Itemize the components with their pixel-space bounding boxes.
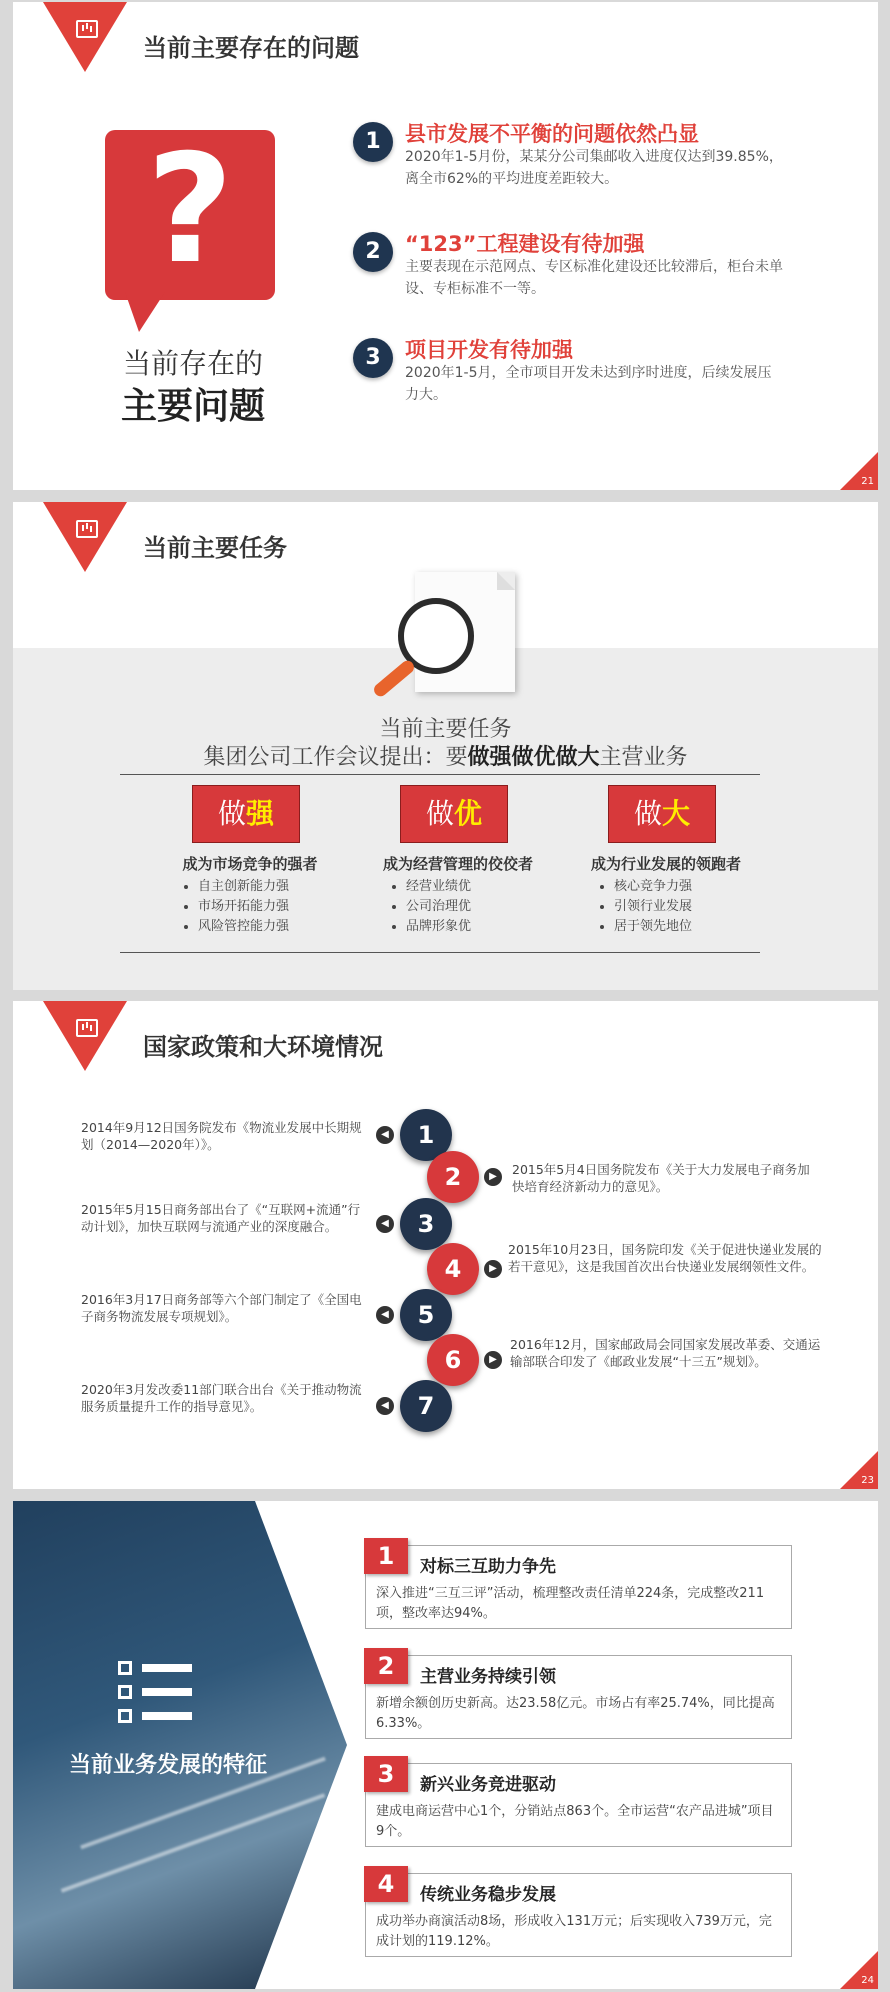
problem-desc: 主要表现在示范网点、专区标准化建设还比较滞后，柜台未单设、专柜标准不一等。 (405, 259, 783, 297)
question-mark-icon: ? (146, 123, 234, 297)
feature-card (365, 1760, 792, 1847)
list-item: • 引领行业发展 (614, 897, 692, 917)
feature-number: 1 (364, 1538, 408, 1574)
list-icon (118, 1661, 198, 1731)
problem-title: 项目开发有待加强 (405, 338, 573, 362)
box-prefix: 做 (633, 797, 662, 830)
slide-features (13, 1501, 878, 1989)
slide-title: 当前主要任务 (143, 534, 287, 562)
feature-desc: 成功举办商演活动8场，形成收入131万元；后实现收入739万元，完成计划的119.12%。 (376, 1914, 772, 1949)
list-item: • 经营业绩优 (406, 877, 471, 897)
list-item: • 市场开拓能力强 (198, 897, 289, 917)
divider-top (120, 774, 760, 775)
left-panel (13, 1501, 353, 1989)
task-statement (13, 740, 878, 771)
arrow-right-icon: ▶ (484, 1260, 502, 1278)
task-box (400, 785, 508, 843)
feature-card (365, 1652, 792, 1739)
problem-desc: 2020年1-5月，全市项目开发未达到序时进度，后续发展压力大。 (405, 365, 772, 403)
feature-card (365, 1870, 792, 1957)
box-prefix: 做 (425, 797, 454, 830)
task-subtitle: 当前主要任务 (379, 717, 512, 742)
column-title: 成为市场竞争的强者 (182, 855, 318, 873)
feature-title: 主营业务持续引领 (420, 1667, 556, 1687)
feature-title: 新兴业务竞进驱动 (420, 1775, 556, 1795)
column-list (598, 877, 692, 937)
feature-title: 传统业务稳步发展 (420, 1885, 556, 1905)
box-highlight: 大 (662, 797, 691, 830)
timeline-number: 2 (427, 1151, 479, 1203)
slide-title: 当前主要存在的问题 (143, 34, 359, 62)
feature-desc: 深入推进“三互三评”活动，梳理整改责任清单224条，完成整改211项，整改率达94%。 (376, 1586, 765, 1621)
timeline-number: 1 (400, 1109, 452, 1161)
arrow-left-icon: ◀ (376, 1306, 394, 1324)
problem-number: 3 (353, 338, 393, 378)
list-item: • 核心竞争力强 (614, 877, 692, 897)
timeline-text: 2016年3月17日商务部等六个部门制定了《全国电子商务物流发展专项规划》。 (81, 1292, 362, 1324)
feature-number: 4 (364, 1866, 408, 1902)
problem-number: 1 (353, 122, 393, 162)
problem-title: “123”工程建设有待加强 (405, 232, 645, 256)
timeline-number: 7 (400, 1380, 452, 1432)
statement-suffix: 主营业务 (599, 745, 688, 770)
list-item: • 自主创新能力强 (198, 877, 289, 897)
timeline-text: 2015年5月15日商务部出台了《“互联网+流通”行动计划》，加快互联网与流通产业的深度融合。 (81, 1202, 361, 1234)
panel-title: 当前业务发展的特征 (68, 1753, 267, 1778)
slide-title: 国家政策和大环境情况 (143, 1033, 383, 1061)
presentation-icon (76, 520, 98, 538)
box-highlight: 强 (246, 797, 275, 830)
timeline-text: 2016年12月，国家邮政局会同国家发展改革委、交通运输部联合印发了《邮政业发展“十三五”规划》。 (510, 1337, 821, 1369)
feature-desc: 建成电商运营中心1个，分销站点863个。全市运营“农产品进城”项目9个。 (376, 1804, 774, 1839)
list-item: • 居于领先地位 (614, 917, 692, 937)
timeline-text: 2014年9月12日国务院发布《物流业发展中长期规划（2014—2020年）》。 (81, 1120, 362, 1152)
feature-desc: 新增余额创历史新高。达23.58亿元。市场占有率25.74%，同比提高6.33%。 (376, 1696, 775, 1731)
slide-policy (13, 1001, 878, 1489)
box-prefix: 做 (217, 797, 246, 830)
page-number: 23 (861, 1475, 874, 1486)
task-box (608, 785, 716, 843)
column-title: 成为经营管理的佼佼者 (382, 855, 533, 873)
timeline-number: 6 (427, 1334, 479, 1386)
feature-card (365, 1542, 792, 1629)
presentation-icon (76, 1019, 98, 1037)
timeline-text: 2015年5月4日国务院发布《关于大力发展电子商务加快培育经济新动力的意见》。 (512, 1162, 810, 1194)
arrow-left-icon: ◀ (376, 1126, 394, 1144)
column-list (182, 877, 289, 937)
page-number: 21 (861, 476, 874, 487)
caption-line2: 主要问题 (120, 386, 265, 427)
list-item: • 风险管控能力强 (198, 917, 289, 937)
divider-bottom (120, 952, 760, 953)
statement-prefix: 集团公司工作会议提出：要 (203, 745, 468, 770)
arrow-right-icon: ▶ (484, 1168, 502, 1186)
problem-title: 县市发展不平衡的问题依然凸显 (405, 122, 699, 146)
page-number: 24 (861, 1975, 874, 1986)
list-item: • 公司治理优 (406, 897, 471, 917)
column-list (390, 877, 471, 937)
presentation-icon (76, 20, 98, 38)
feature-number: 2 (364, 1648, 408, 1684)
timeline-text: 2020年3月发改委11部门联合出台《关于推动物流服务质量提升工作的指导意见》。 (81, 1382, 362, 1414)
list-item: • 品牌形象优 (406, 917, 471, 937)
slide-tasks (13, 502, 878, 990)
column-title: 成为行业发展的领跑者 (590, 855, 741, 873)
caption-line1: 当前存在的 (122, 347, 263, 380)
feature-number: 3 (364, 1756, 408, 1792)
statement-bold: 做强做优做大 (467, 745, 600, 770)
arrow-left-icon: ◀ (376, 1215, 394, 1233)
problem-desc: 2020年1-5月份，某某分公司集邮收入进度仅达到39.85%，离全市62%的平均进度差距较大。 (405, 149, 783, 187)
task-box (192, 785, 300, 843)
timeline-text: 2015年10月23日，国务院印发《关于促进快递业发展的若干意见》，这是我国首次出台快递业发展纲领性文件。 (508, 1242, 822, 1274)
slide-problems (13, 2, 878, 490)
timeline-number: 5 (400, 1289, 452, 1341)
box-highlight: 优 (454, 797, 483, 830)
timeline-number: 4 (427, 1243, 479, 1295)
feature-title: 对标三互助力争先 (420, 1557, 556, 1577)
problem-number: 2 (353, 232, 393, 272)
timeline-number: 3 (400, 1198, 452, 1250)
arrow-left-icon: ◀ (376, 1397, 394, 1415)
arrow-right-icon: ▶ (484, 1351, 502, 1369)
